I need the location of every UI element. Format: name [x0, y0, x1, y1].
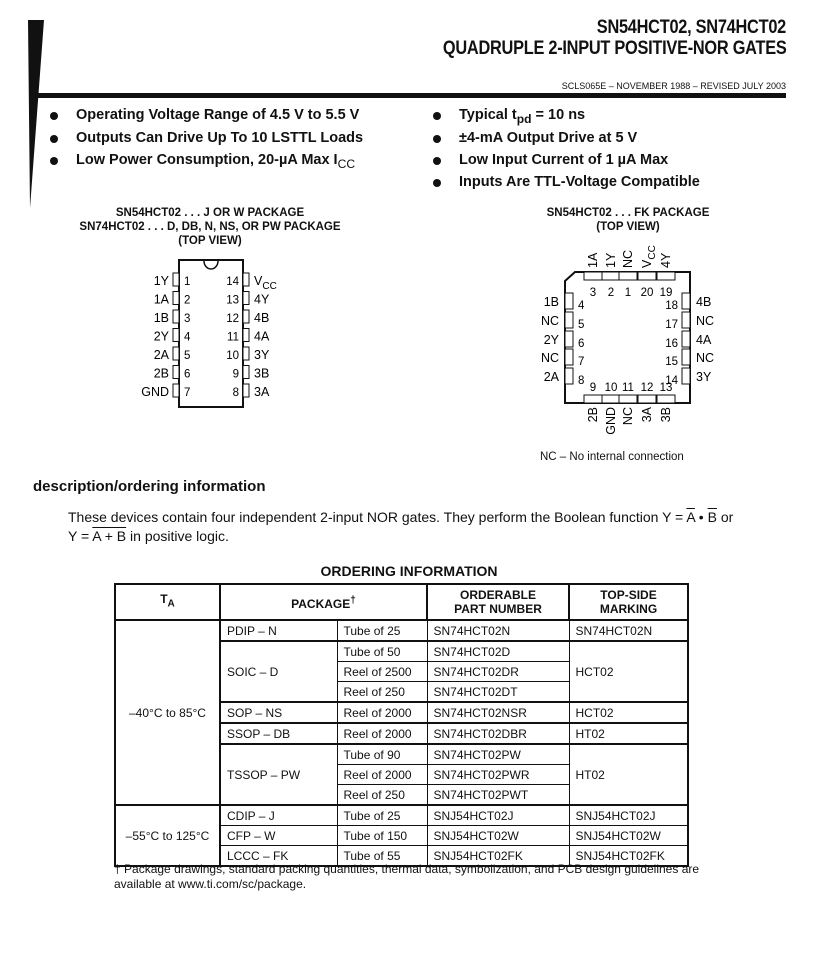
qty-cell: Tube of 90	[337, 744, 427, 765]
feature-item: Low Input Current of 1 µA Max	[459, 152, 668, 168]
pin-number: 1	[624, 287, 632, 299]
pin-stub	[243, 273, 249, 286]
pin-name: 4B	[254, 311, 270, 325]
pin-name: NC	[696, 314, 715, 328]
feature-item: Typical $t_{pd} = 10$ ns	[459, 107, 585, 126]
pin-stub	[243, 366, 249, 379]
feature-item: Operating Voltage Range of 4.5 V to 5.5 V	[76, 107, 359, 123]
pin-name: 2Y	[543, 333, 559, 347]
pad	[619, 395, 637, 403]
pin-name: 3Y	[254, 348, 270, 362]
pin-number: 7	[184, 387, 191, 399]
pin-name: 2A	[543, 370, 559, 384]
pin-stub	[173, 384, 179, 397]
pin-name: 4A	[254, 329, 270, 344]
pin-number: 13	[659, 382, 673, 394]
bullet-icon	[433, 112, 441, 120]
pin-name: 2B	[153, 366, 169, 381]
qty-cell: Tube of 50	[337, 641, 427, 662]
pad	[638, 395, 656, 403]
pin-stub	[243, 384, 249, 397]
pin-number: 11	[227, 331, 239, 344]
pin-stub	[243, 292, 249, 305]
pin-name: 4A	[696, 333, 712, 347]
part-cell: SN74HCT02DR	[427, 662, 569, 682]
package-cell: CDIP – J	[220, 805, 337, 826]
document-id: SCLS065E – NOVEMBER 1988 – REVISED JULY 2003	[561, 81, 786, 91]
pad	[657, 272, 675, 280]
pin-number: 14	[665, 375, 678, 387]
pin-stub	[173, 329, 179, 342]
pin-number: 20	[640, 287, 654, 299]
qty-cell: Reel of 2000	[337, 723, 427, 744]
pin-name: 1Y	[604, 252, 618, 268]
pin-number: 18	[665, 300, 678, 312]
pin-name: 3A	[254, 385, 270, 399]
pad	[565, 293, 573, 309]
dip-pinout-diagram	[120, 255, 300, 415]
marking-cell: HT02	[569, 723, 688, 744]
pin-stub	[173, 310, 179, 323]
qty-cell: Tube of 150	[337, 826, 427, 846]
qty-cell: Tube of 25	[337, 805, 427, 826]
qty-cell: Reel of 250	[337, 682, 427, 703]
pin-name: GND	[604, 407, 618, 435]
pin-name: NC	[621, 407, 635, 426]
page-title: SN54HCT02, SN74HCT02	[596, 17, 786, 38]
pin-number: 11	[622, 382, 634, 394]
pin-name: NC	[540, 314, 559, 328]
package-cell: PDIP – N	[220, 620, 337, 641]
pin-number: 12	[640, 382, 654, 394]
marking-cell: SN74HCT02N	[569, 620, 688, 641]
header-ta: $T_A$	[115, 584, 220, 620]
pin-stub	[173, 366, 179, 379]
pin-name: 4B	[696, 295, 712, 309]
package-cell: TSSOP – PW	[220, 744, 337, 805]
pin1-notch	[204, 261, 218, 269]
part-cell: SNJ54HCT02J	[427, 805, 569, 826]
pin-number: 4	[578, 300, 585, 312]
pin-number: 13	[226, 294, 239, 307]
pad	[682, 331, 690, 347]
pin-number: 7	[578, 356, 585, 368]
marking-cell: SNJ54HCT02FK	[569, 846, 688, 867]
pin-name: 1B	[543, 295, 559, 309]
pin-number: 6	[578, 338, 585, 350]
pad	[565, 312, 573, 328]
package-cell: LCCC – FK	[220, 846, 337, 867]
pin-number: 12	[226, 313, 239, 325]
pin-number: 2	[184, 294, 191, 307]
pin-name: 3B	[659, 407, 673, 423]
pin-stub	[173, 347, 179, 360]
pad	[682, 368, 690, 384]
pin-number: 14	[226, 276, 239, 288]
ordering-table	[114, 583, 689, 867]
qty-cell: Reel of 2500	[337, 662, 427, 682]
bullet-icon	[50, 112, 58, 120]
pin-number: 10	[604, 382, 618, 394]
pin-name: 1B	[153, 311, 169, 325]
pin-name: 2Y	[153, 329, 169, 344]
pin-number: 17	[665, 319, 678, 331]
temp-range: –40°C to 85°C	[115, 620, 220, 805]
temp-range: –55°C to 125°C	[115, 805, 220, 866]
marking-cell: HCT02	[569, 702, 688, 723]
pin-name: NC	[696, 351, 715, 365]
pin-number: 9	[232, 368, 239, 381]
pin-name: 1Y	[153, 274, 169, 288]
qty-cell: Reel of 2000	[337, 702, 427, 723]
pad	[565, 349, 573, 365]
pin-name: $V_{CC}$	[640, 245, 658, 268]
pin-number: 2	[607, 287, 615, 299]
pin-name: 3B	[254, 366, 270, 381]
pad	[602, 272, 620, 280]
marking-cell: HT02	[569, 744, 688, 805]
pin-number: 4	[184, 331, 191, 344]
feature-item: Low Power Consumption, 20-µA Max $I_{CC}$	[76, 152, 355, 171]
table-footnote: † Package drawings, standard packing quantities, thermal data, symbolization, and PCB design guidelines are available at www.ti.com/sc/package.	[114, 862, 700, 891]
part-cell: SN74HCT02NSR	[427, 702, 569, 723]
bullet-icon	[433, 157, 441, 165]
pin-stub	[173, 292, 179, 305]
nc-note: NC – No internal connection	[540, 451, 684, 463]
pin-name: 1A	[586, 252, 600, 268]
description-paragraph: These devices contain four independent 2-input NOR gates. They perform the Boolean function $Y = \overline{A}$ • $\overline{B}$ or Y = A + B in positive logic.	[68, 509, 734, 544]
pin-name: 3Y	[696, 370, 712, 384]
pin-name: 4Y	[254, 292, 270, 307]
page-subtitle: QUADRUPLE 2-INPUT POSITIVE-NOR GATES	[442, 38, 786, 59]
pin-number: 8	[232, 387, 239, 399]
part-cell: SN74HCT02PWR	[427, 765, 569, 785]
marking-cell: SNJ54HCT02J	[569, 805, 688, 826]
pad	[602, 395, 620, 403]
part-cell: SNJ54HCT02W	[427, 826, 569, 846]
part-cell: SN74HCT02PW	[427, 744, 569, 765]
pin-name: 2A	[153, 348, 169, 362]
marking-cell: HCT02	[569, 641, 688, 702]
part-cell: SN74HCT02PWT	[427, 785, 569, 806]
feature-item: ±4-mA Output Drive at 5 V	[459, 130, 637, 146]
pad	[565, 331, 573, 347]
pin-name: NC	[621, 249, 635, 268]
pin-name: NC	[540, 351, 559, 365]
table-header-row	[115, 584, 688, 620]
part-cell: SN74HCT02DT	[427, 682, 569, 703]
pin-number: 5	[184, 350, 191, 362]
dip-caption: SN54HCT02 . . . J OR W PACKAGE SN74HCT02 . . . D, DB, N, NS, OR PW PACKAGE (TOP VIEW)	[79, 207, 341, 247]
pin-number: 3	[184, 313, 191, 325]
pin-stub	[173, 273, 179, 286]
part-cell: SNJ54HCT02FK	[427, 846, 569, 867]
part-cell: SN74HCT02N	[427, 620, 569, 641]
pin-number: 3	[589, 287, 597, 299]
pin-name: 1A	[153, 292, 169, 307]
part-cell: SN74HCT02D	[427, 641, 569, 662]
pin-number: 10	[226, 350, 239, 362]
pin-number: 6	[184, 368, 191, 381]
package-cell: SSOP – DB	[220, 723, 337, 744]
qty-cell: Tube of 55	[337, 846, 427, 867]
pin-number: 16	[665, 338, 678, 350]
pin-stub	[243, 347, 249, 360]
ordering-table-title: ORDERING INFORMATION	[320, 563, 498, 579]
pin-name: $V_{CC}$	[254, 274, 277, 292]
package-cell: CFP – W	[220, 826, 337, 846]
header-package: PACKAGE†	[220, 584, 427, 620]
qty-cell: Reel of 250	[337, 785, 427, 806]
section-heading: description/ordering information	[33, 478, 266, 495]
fk-caption: SN54HCT02 . . . FK PACKAGE (TOP VIEW)	[546, 207, 710, 233]
pin-number: 5	[578, 319, 585, 331]
pad	[682, 349, 690, 365]
pin-stub	[243, 329, 249, 342]
qty-cell: Reel of 2000	[337, 765, 427, 785]
pad	[584, 272, 602, 280]
bullet-icon	[50, 157, 58, 165]
pin-number: 19	[659, 287, 673, 299]
pin-number: 9	[589, 382, 597, 394]
pad	[584, 395, 602, 403]
pad	[638, 272, 656, 280]
pin-name: 2B	[586, 407, 600, 423]
header-part-number: ORDERABLE PART NUMBER	[427, 584, 569, 620]
pin-stub	[243, 310, 249, 323]
pin-name: 4Y	[659, 252, 673, 268]
qty-cell: Tube of 25	[337, 620, 427, 641]
table-row	[115, 620, 688, 641]
pad	[619, 272, 637, 280]
pin-number: 1	[184, 276, 191, 288]
header-rule	[35, 93, 786, 98]
fk-pinout-diagram	[520, 235, 740, 450]
table-row	[115, 805, 688, 826]
header-marking: TOP-SIDE MARKING	[569, 584, 688, 620]
pin-name: GND	[141, 385, 169, 399]
marking-cell: SNJ54HCT02W	[569, 826, 688, 846]
feature-item: Outputs Can Drive Up To 10 LSTTL Loads	[76, 130, 363, 146]
bullet-icon	[50, 135, 58, 143]
bullet-icon	[433, 179, 441, 187]
feature-item: Inputs Are TTL-Voltage Compatible	[459, 174, 700, 190]
pin-name: 3A	[640, 407, 654, 423]
pad	[657, 395, 675, 403]
pin-number: 8	[578, 375, 585, 387]
pad	[682, 293, 690, 309]
ti-margin-wedge	[26, 20, 46, 210]
pad	[682, 312, 690, 328]
package-cell: SOIC – D	[220, 641, 337, 702]
pad	[565, 368, 573, 384]
package-cell: SOP – NS	[220, 702, 337, 723]
pin-number: 15	[665, 356, 678, 368]
part-cell: SN74HCT02DBR	[427, 723, 569, 744]
bullet-icon	[433, 135, 441, 143]
